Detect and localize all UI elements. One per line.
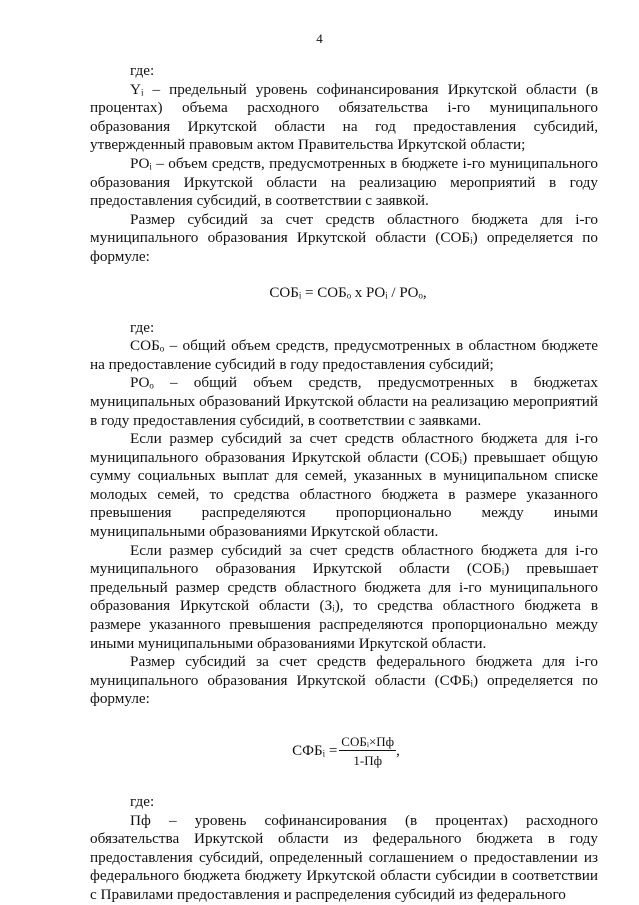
formula-lhs: СФБᵢ = xyxy=(292,742,338,759)
formula-denominator: 1-Пф xyxy=(353,753,383,768)
page-number: 4 xyxy=(316,31,323,46)
definition-pf: Пф – уровень софинансирования (в процентах) расходного обязательства Иркутской области из федерального бюджета в году предоставления субсидий, определенный соглашением о предоставлении из федерального бюджета бюджету Иркутской области субсидии в соответствии с Правилами предоставления и распределения субсидий из федерального xyxy=(90,811,598,903)
formula-numerator: СОБᵢ×Пф xyxy=(341,734,395,749)
where-label: где: xyxy=(130,318,155,336)
definition-po0: POₒ – общий объем средств, предусмотренных в бюджетах муниципальных образований Иркутской области на реализацию мероприятий в году предоставления субсидий, в соответствии с заявками. xyxy=(90,374,598,429)
definition-sob0: СОБₒ – общий объем средств, предусмотренных в областном бюджете на предоставление субсидий в году предоставления субсидий; xyxy=(90,337,598,373)
paragraph-regional-subsidy-intro: Размер субсидий за счет средств областного бюджета для i-го муниципального образования Иркутской области (СОБᵢ) определяется по формуле: xyxy=(90,210,598,265)
paragraph-excess-limit: Если размер субсидий за счет средств областного бюджета для i-го муниципального образования Иркутской области (СОБᵢ) превышает предельный размер средств областного бюджета для i-го муниципального образования Иркутской области (Зᵢ), то средства областного бюджета в размере указанного превышения распределяются пропорционально между иными муниципальными образованиями Иркутской области. xyxy=(90,541,598,652)
where-label: где: xyxy=(130,62,155,79)
paragraph-federal-subsidy-intro: Размер субсидий за счет средств федерального бюджета для i-го муниципального образования Иркутской области (СФБᵢ) определяется по формуле: xyxy=(90,653,598,708)
definition-poi: POᵢ – объем средств, предусмотренных в бюджете i-го муниципального образования Иркутской области на реализацию мероприятий в году предоставления субсидий, в соответствии с заявкой. xyxy=(90,154,598,210)
formula-federal-subsidy xyxy=(90,709,598,793)
formula-fraction xyxy=(339,734,396,768)
formula-tail: , xyxy=(396,742,400,759)
document-body xyxy=(90,62,598,905)
definition-yi: Yᵢ – предельный уровень софинансирования Иркутской области (в процентах) объема расходного обязательства i-го муниципального образования Иркутской области на год предоставления субсидий, утвержденный правовым актом Правительства Иркутской области; xyxy=(90,80,598,154)
where-label: где: xyxy=(130,793,155,810)
formula-regional-subsidy: СОБᵢ = СОБₒ х POᵢ / POₒ, xyxy=(269,284,427,301)
paragraph-excess-social-payments: Если размер субсидий за счет средств областного бюджета для i-го муниципального образования Иркутской области (СОБᵢ) превышает общую сумму социальных выплат для семей, указанных в муниципальном списке молодых семей, то средства областного бюджета в размере указанного превышения распределяются пропорционально между иными муниципальными образованиями Иркутской области. xyxy=(90,430,598,541)
